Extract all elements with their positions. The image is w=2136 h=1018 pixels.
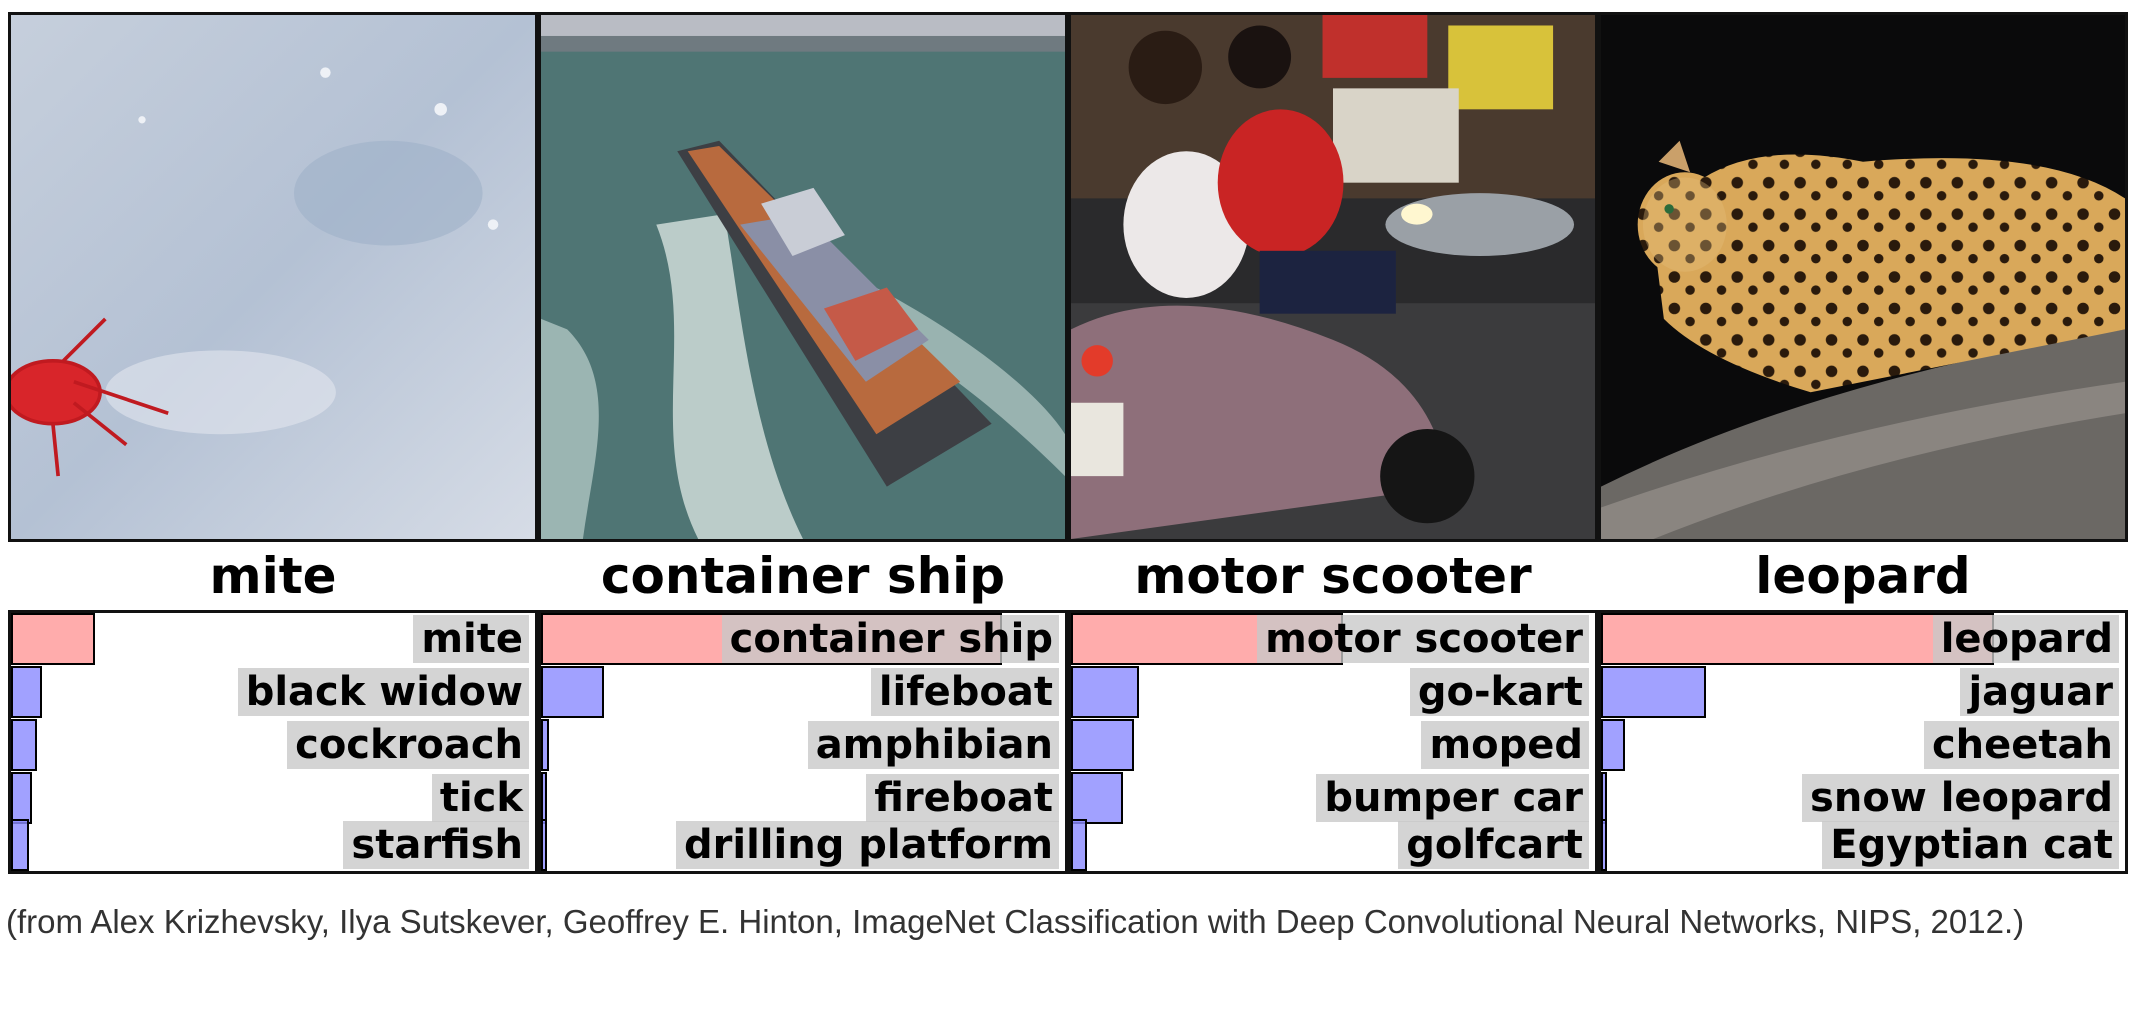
prediction-row (11, 772, 535, 824)
prediction-label: starfish (343, 821, 529, 869)
panel-leopard (1598, 12, 2128, 874)
prediction-row (11, 719, 535, 771)
prediction-label: amphibian (808, 721, 1059, 769)
probability-bar (11, 819, 29, 871)
prediction-chart (1068, 610, 1598, 874)
prediction-row (1071, 819, 1595, 871)
probability-bar (11, 719, 37, 771)
prediction-label: lifeboat (871, 668, 1059, 716)
prediction-label: mite (413, 615, 529, 663)
prediction-label: black widow (238, 668, 529, 716)
figure-caption: (from Alex Krizhevsky, Ilya Sutskever, Geoffrey E. Hinton, ImageNet Classification with Deep Convolutional Neural Networks, NIPS, 2012.) (6, 903, 2025, 940)
prediction-label: go-kart (1410, 668, 1589, 716)
probability-bar (1071, 772, 1123, 824)
prediction-row (11, 613, 535, 665)
mite-photo (8, 12, 538, 542)
probability-bar (11, 666, 42, 718)
container-ship-photo (538, 12, 1068, 542)
prediction-label: snow leopard (1802, 774, 2119, 822)
prediction-label: cheetah (1924, 721, 2119, 769)
classification-figure (8, 12, 2128, 874)
probability-bar (1071, 666, 1139, 718)
prediction-label: moped (1421, 721, 1589, 769)
panel-container-ship (538, 12, 1068, 874)
motor-scooter-photo (1068, 12, 1598, 542)
prediction-row (1071, 719, 1595, 771)
leopard-photo (1598, 12, 2128, 542)
probability-bar (541, 719, 549, 771)
probability-bar (11, 772, 32, 824)
prediction-label: container ship (722, 615, 1059, 663)
prediction-row (1071, 772, 1595, 824)
probability-bar (1071, 819, 1087, 871)
prediction-chart (538, 610, 1068, 874)
prediction-label: drilling platform (676, 821, 1059, 869)
probability-bar (541, 666, 604, 718)
prediction-label: tick (432, 774, 529, 822)
prediction-row (541, 819, 1065, 871)
prediction-row (541, 772, 1065, 824)
probability-bar (1601, 819, 1607, 871)
prediction-label: fireboat (866, 774, 1059, 822)
panel-mite (8, 12, 538, 874)
panel-title: container ship (600, 547, 1006, 605)
prediction-label: bumper car (1316, 774, 1589, 822)
prediction-row (11, 666, 535, 718)
panel-title: mite (209, 547, 337, 605)
prediction-row (541, 613, 1065, 665)
prediction-row (1601, 819, 2125, 871)
probability-bar (541, 819, 547, 871)
panel-title: leopard (1755, 547, 1971, 605)
probability-bar (1601, 719, 1625, 771)
prediction-row (1601, 613, 2125, 665)
prediction-label: golfcart (1398, 821, 1589, 869)
prediction-row (11, 819, 535, 871)
prediction-row (1071, 666, 1595, 718)
prediction-chart (1598, 610, 2128, 874)
prediction-label: motor scooter (1257, 615, 1589, 663)
prediction-row (1071, 613, 1595, 665)
panel-title: motor scooter (1134, 547, 1532, 605)
prediction-row (541, 719, 1065, 771)
prediction-row (1601, 719, 2125, 771)
prediction-row (541, 666, 1065, 718)
probability-bar (1601, 666, 1706, 718)
probability-bar (11, 613, 95, 665)
prediction-label: leopard (1933, 615, 2119, 663)
prediction-label: jaguar (1960, 668, 2119, 716)
probability-bar (1071, 719, 1134, 771)
prediction-label: Egyptian cat (1822, 821, 2119, 869)
prediction-chart (8, 610, 538, 874)
prediction-row (1601, 666, 2125, 718)
probability-bar (541, 772, 547, 824)
prediction-row (1601, 772, 2125, 824)
probability-bar (1601, 772, 1607, 824)
prediction-label: cockroach (287, 721, 529, 769)
panel-motor-scooter (1068, 12, 1598, 874)
